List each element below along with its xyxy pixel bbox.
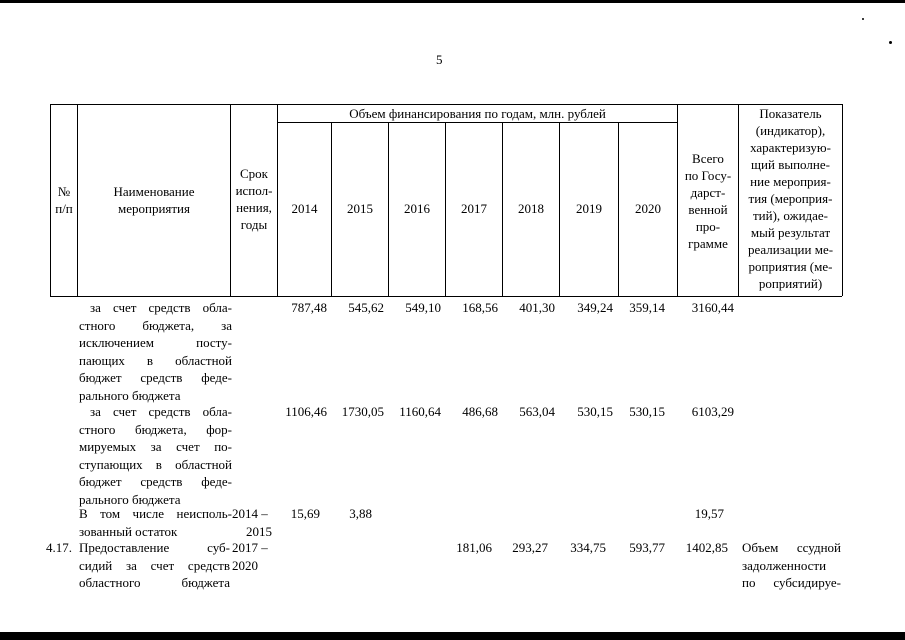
- row-value-2018: 293,27: [512, 540, 548, 555]
- row-value-2017: 168,56: [462, 300, 498, 315]
- header-financing-group: Объем финансирования по годам, млн. рублей: [349, 106, 606, 121]
- header-col-num: № п/п: [55, 184, 73, 216]
- header-year-2018: 2018: [518, 201, 544, 216]
- scan-bottom-border: [0, 632, 905, 640]
- row-term: 2017 – 2020: [232, 540, 268, 573]
- header-col-name: Наименование мероприятия: [113, 184, 195, 216]
- row-value-2015: 1730,05: [341, 404, 384, 419]
- row-value-2020: 359,14: [629, 300, 665, 315]
- row-value-2018: 563,04: [519, 404, 555, 419]
- row-total: 6103,29: [691, 404, 734, 419]
- header-year-2015: 2015: [347, 201, 373, 216]
- row-term: 2014 – 2015: [232, 506, 272, 539]
- row-value-2020: 593,77: [629, 540, 665, 555]
- scan-speck: [889, 41, 892, 44]
- row-value-2019: 349,24: [577, 300, 613, 315]
- row-value-2014: 1106,46: [285, 404, 327, 419]
- scan-speck: [862, 18, 864, 20]
- row-value-2019: 334,75: [570, 540, 606, 555]
- row-name: В том числе неисполь- зованный остаток: [79, 506, 232, 539]
- row-value-2015: 545,62: [348, 300, 384, 315]
- row-name: Предоставление суб- сидий за счет средств областного бюджета: [79, 540, 230, 590]
- header-year-2016: 2016: [404, 201, 430, 216]
- row-value-2014: 787,48: [291, 300, 327, 315]
- header-col-term: Срок испол- нения, годы: [235, 166, 273, 232]
- header-year-2014: 2014: [291, 201, 318, 216]
- row-value-2020: 530,15: [629, 404, 665, 419]
- header-col-total: Всего по Госу- дарст- венной про- грамме: [684, 151, 732, 251]
- scan-top-border: [0, 0, 905, 3]
- row-value-2018: 401,30: [519, 300, 555, 315]
- header-col-indicator: Показатель (индикатор), характеризую- щий выполне- ние мероприя- тия (мероприя- тий), ожидае- мый результат реализации ме- роприятия (ме- роприятий): [747, 106, 834, 291]
- row-value-2015: 3,88: [349, 506, 372, 521]
- row-value-2016: 549,10: [405, 300, 441, 315]
- row-name: за счет средств обла- стного бюджета, фор- мируемых за счет по- ступающих в областной бюджет средств феде- рального бюджета: [79, 404, 232, 507]
- row-value-2019: 530,15: [577, 404, 613, 419]
- row-value-2017: 181,06: [456, 540, 492, 555]
- header-year-2017: 2017: [461, 201, 487, 216]
- row-value-2014: 15,69: [290, 506, 320, 521]
- row-total: 1402,85: [685, 540, 728, 555]
- header-year-2019: 2019: [576, 201, 602, 216]
- row-indicator: Объем ссудной задолженности по субсидируе-: [742, 540, 841, 590]
- row-number: 4.17.: [46, 540, 72, 555]
- row-name: за счет средств обла- стного бюджета, за исключением посту- пающих в областной бюджет средств феде- рального бюджета: [79, 300, 232, 403]
- header-year-2020: 2020: [635, 201, 661, 216]
- row-total: 3160,44: [691, 300, 734, 315]
- row-total: 19,57: [694, 506, 724, 521]
- row-value-2016: 1160,64: [399, 404, 441, 419]
- page-number: 5: [436, 52, 443, 67]
- row-value-2017: 486,68: [462, 404, 498, 419]
